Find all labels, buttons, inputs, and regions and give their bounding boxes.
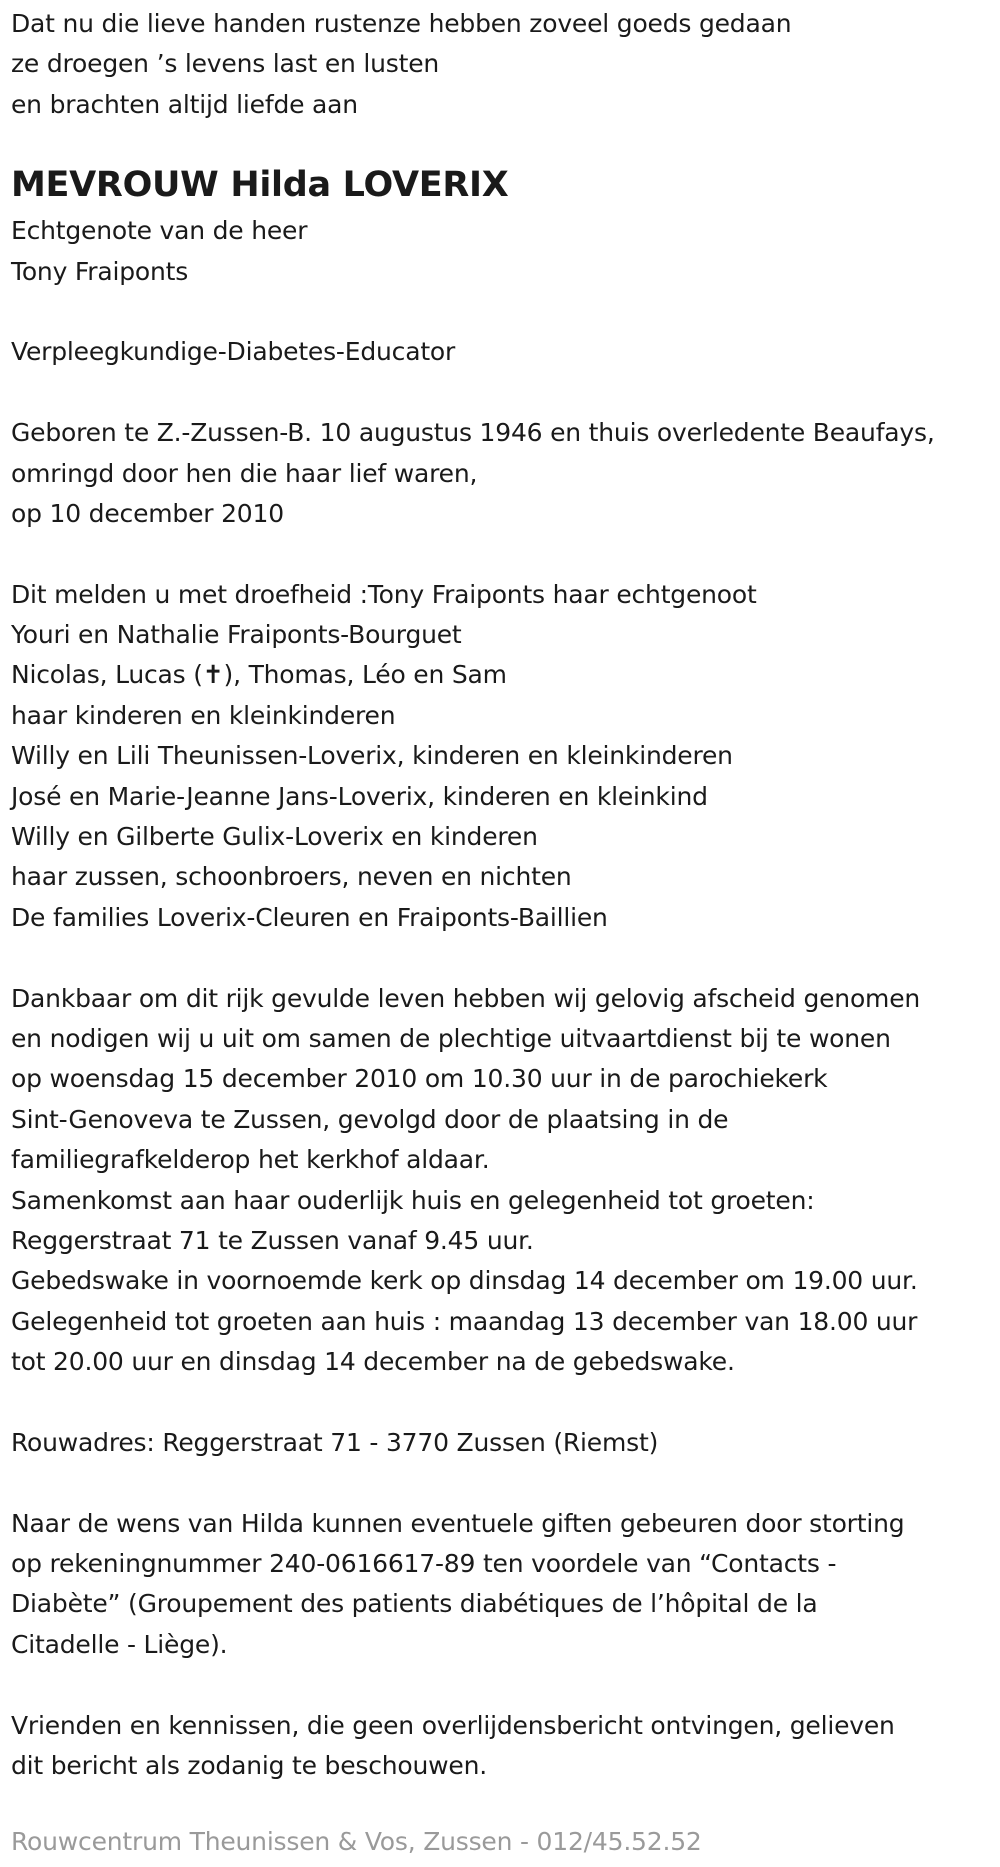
ceremony-section [11,979,1000,1383]
birth-death-section [11,413,1000,534]
profession: Verpleegkundige-Diabetes-Educator [11,337,456,367]
family-line: José en Marie-Jeanne Jans-Loverix, kinderen en kleinkind [11,781,708,811]
birth-death-line: omringd door hen die haar lief waren, [11,458,478,488]
family-line: De families Loverix-Cleuren en Fraiponts-Baillien [11,902,608,932]
notice-section [11,1706,1000,1787]
ceremony-line: Samenkomst aan haar ouderlijk huis en gelegenheid tot groeten: [11,1185,815,1215]
ceremony-line: Gebedswake in voornoemde kerk op dinsdag 14 december om 19.00 uur. [11,1266,918,1296]
birth-death-line: Geboren te Z.-Zussen-B. 10 augustus 1946 en thuis overledente Beaufays, [11,418,935,448]
notice-line: Vrienden en kennissen, die geen overlijdensbericht ontvingen, gelieven [11,1710,895,1740]
ceremony-line: Reggerstraat 71 te Zussen vanaf 9.45 uur. [11,1225,534,1255]
spouse-line: Echtgenote van de heer [11,216,308,246]
family-line: Nicolas, Lucas (✝), Thomas, Léo en Sam [11,660,507,690]
family-section [11,575,1000,939]
ceremony-line: tot 20.00 uur en dinsdag 14 december na de gebedswake. [11,1347,735,1377]
spouse-name: Tony Fraiponts [11,256,189,286]
poem [11,4,1000,125]
poem-line: Dat nu die lieve handen rustenze hebben zoveel goeds gedaan [11,9,792,38]
family-line: Dit melden u met droefheid :Tony Fraiponts haar echtgenoot [11,579,757,609]
ceremony-line: Dankbaar om dit rijk gevulde leven hebben wij gelovig afscheid genomen [11,983,921,1013]
mourning-address: Rouwadres: Reggerstraat 71 - 3770 Zussen (Riemst) [11,1427,659,1457]
ceremony-line: Gelegenheid tot groeten aan huis : maandag 13 december van 18.00 uur [11,1306,918,1336]
funeral-home-footer: Rouwcentrum Theunissen & Vos, Zussen - 012/45.52.52 [11,1827,702,1856]
donation-line: Diabète” (Groupement des patients diabétiques de l’hôpital de la [11,1589,818,1619]
donation-line: Naar de wens van Hilda kunnen eventuele giften gebeuren door storting [11,1508,905,1538]
birth-death-line: op 10 december 2010 [11,498,284,528]
notice-line: dit bericht als zodanig te beschouwen. [11,1751,487,1781]
donation-line: op rekeningnummer 240-0616617-89 ten voordele van “Contacts - [11,1549,837,1579]
family-line: haar kinderen en kleinkinderen [11,700,396,730]
poem-line: en brachten altijd liefde aan [11,89,358,119]
family-line: Willy en Gilberte Gulix-Loverix en kinderen [11,822,538,852]
deceased-name: MEVROUW Hilda LOVERIX [11,165,509,206]
family-line: Willy en Lili Theunissen-Loverix, kinderen en kleinkinderen [11,741,733,771]
donation-line: Citadelle - Liège). [11,1629,228,1659]
poem-line: ze droegen ’s levens last en lusten [11,49,440,79]
ceremony-line: Sint-Genoveva te Zussen, gevolgd door de plaatsing in de [11,1104,729,1134]
family-line: haar zussen, schoonbroers, neven en nichten [11,862,572,892]
ceremony-line: familiegrafkelderop het kerkhof aldaar. [11,1145,490,1175]
ceremony-line: en nodigen wij u uit om samen de plechtige uitvaartdienst bij te wonen [11,1023,891,1053]
family-line: Youri en Nathalie Fraiponts-Bourguet [11,620,462,650]
donation-section [11,1504,1000,1666]
ceremony-line: op woensdag 15 december 2010 om 10.30 uur in de parochiekerk [11,1064,828,1094]
